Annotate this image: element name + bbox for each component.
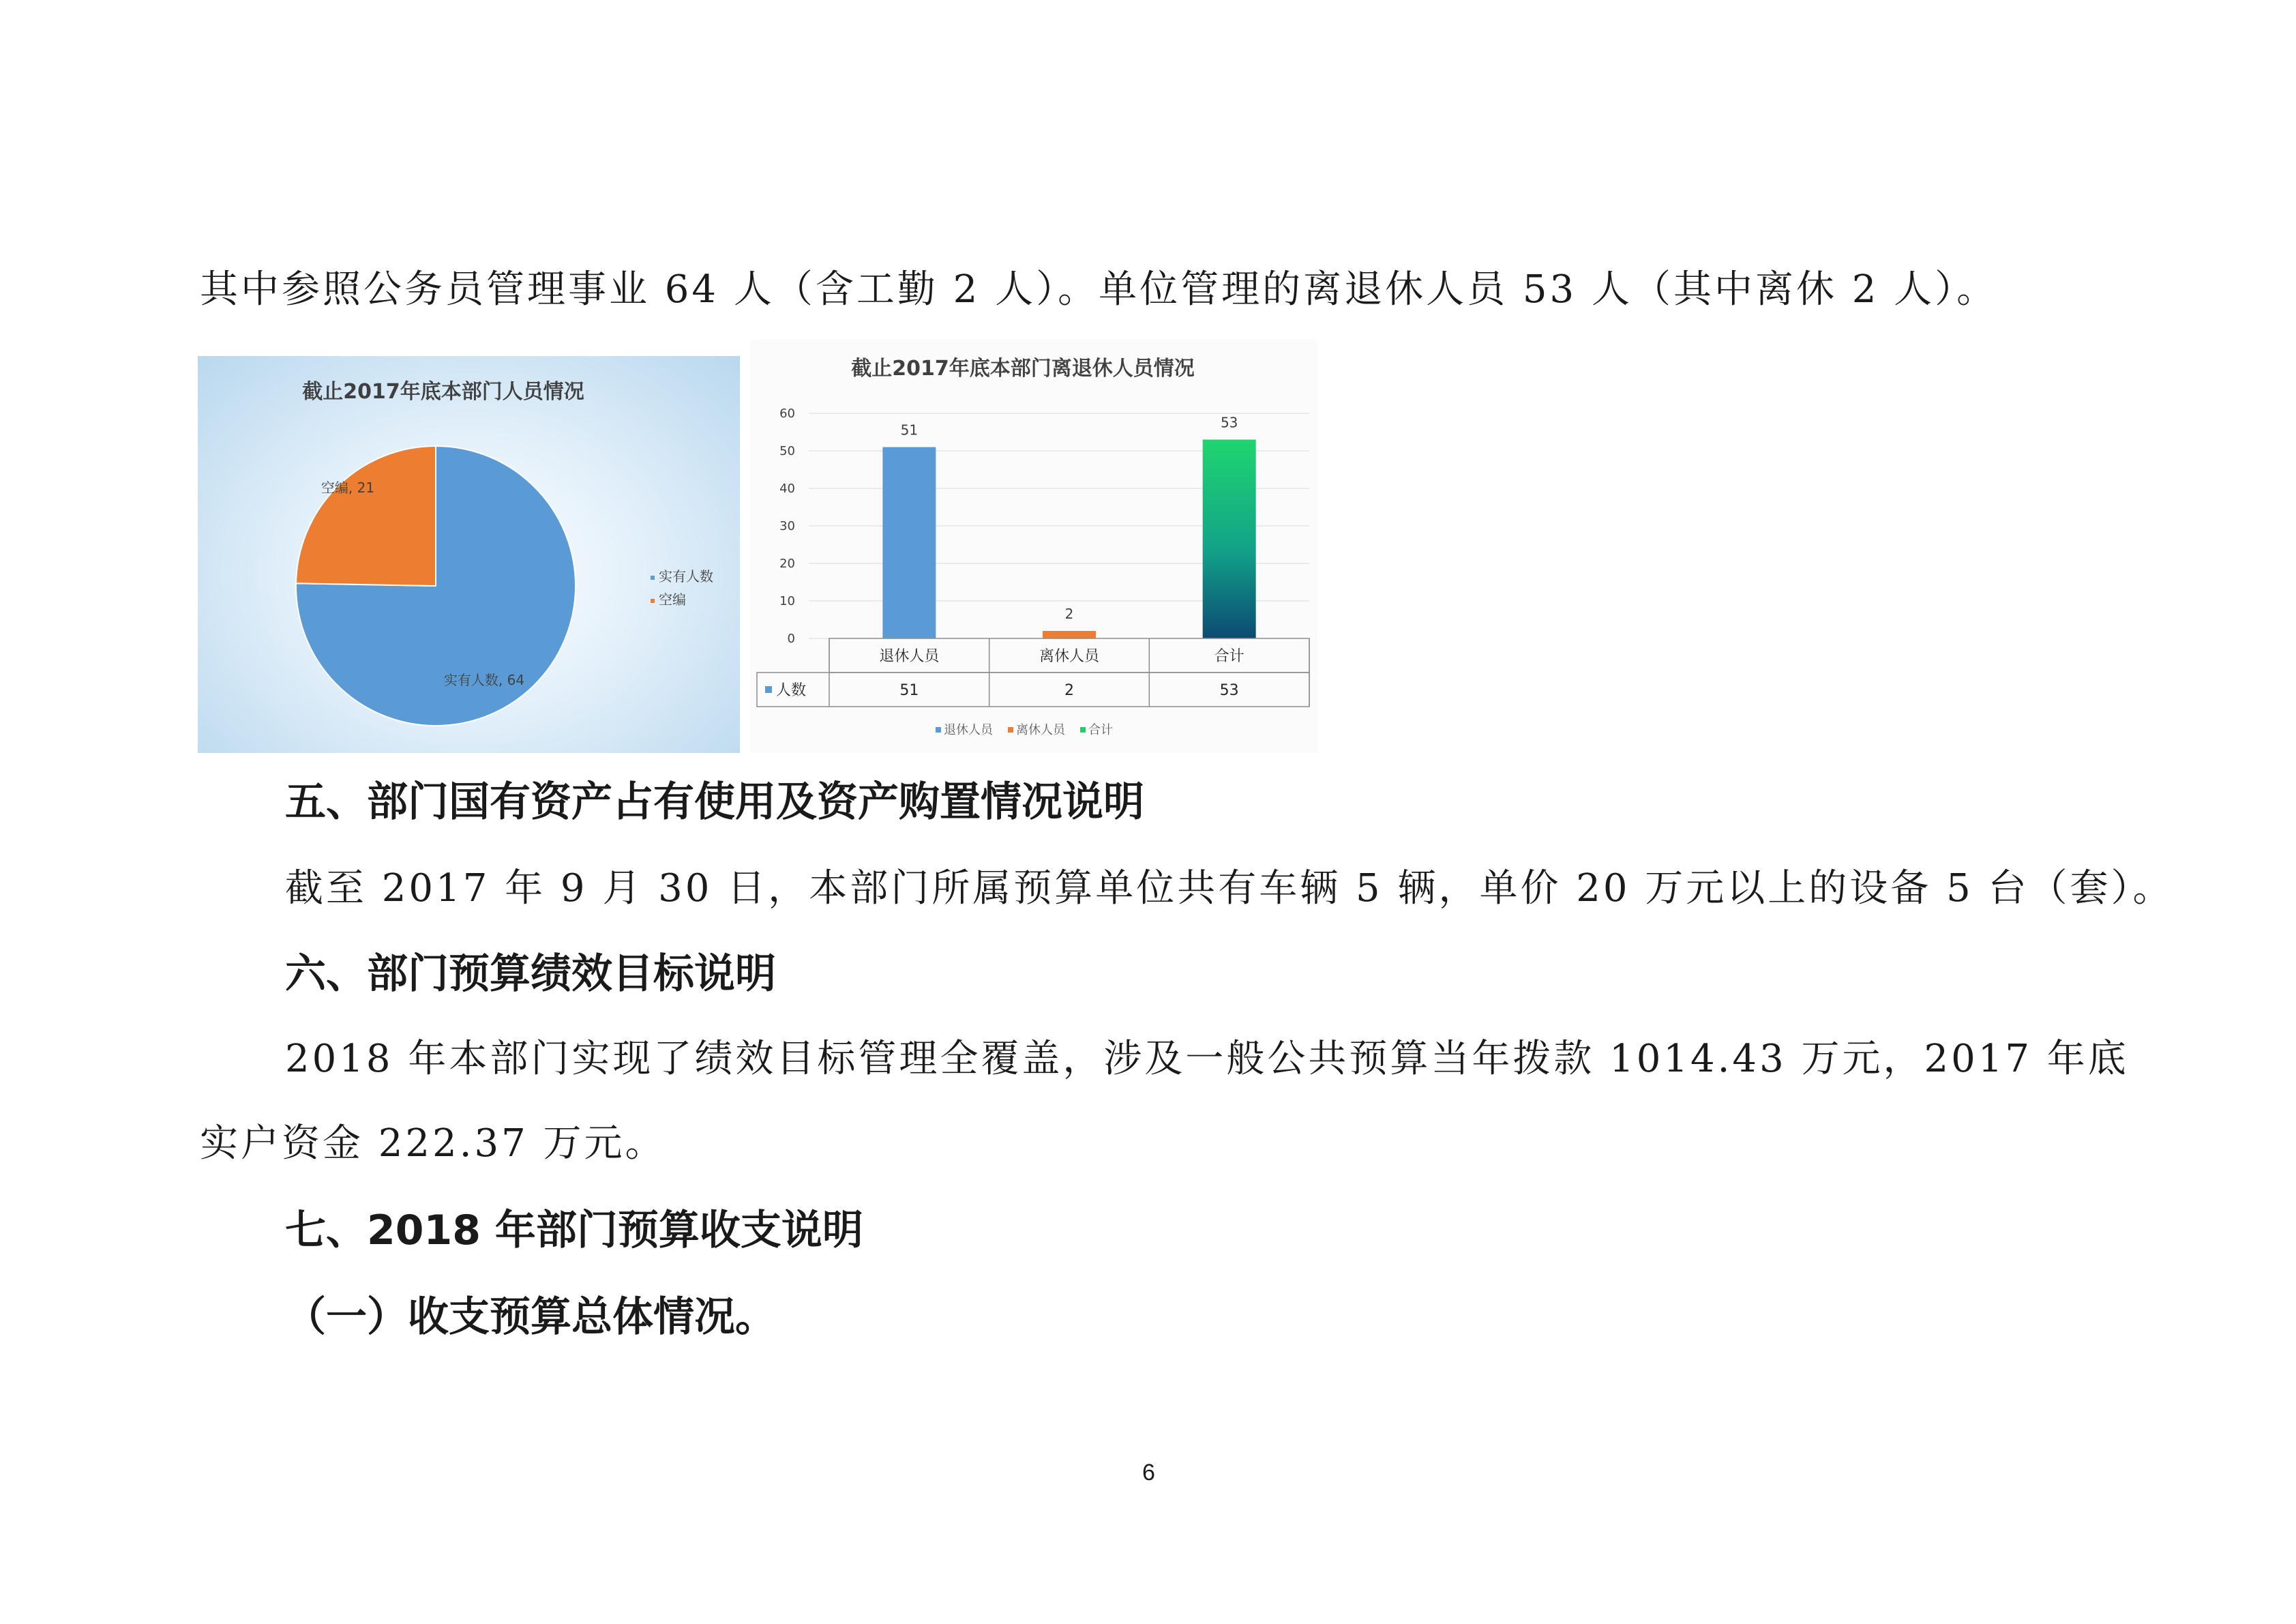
table-value: 53 (1219, 682, 1239, 699)
paragraph-performance-line1: 2018 年本部门实现了绩效目标管理全覆盖，涉及一般公共预算当年拨款 1014.43 万元，2017 年底 (285, 1037, 2129, 1081)
bar-1 (1043, 631, 1096, 638)
paragraph-performance-line2: 实户资金 222.37 万元。 (200, 1121, 666, 1166)
y-tick-label: 30 (779, 519, 795, 533)
category-label: 退休人员 (879, 648, 940, 665)
pie-chart-staff (198, 356, 740, 753)
legend-marker (936, 727, 941, 733)
legend-label: 合计 (1088, 723, 1113, 737)
y-tick-label: 50 (779, 444, 795, 458)
pie-chart-title: 截止2017年底本部门人员情况 (302, 380, 584, 404)
legend-marker (1008, 727, 1013, 733)
bar-data-label: 51 (900, 422, 919, 439)
paragraph-staff: 其中参照公务员管理事业 64 人（含工勤 2 人）。单位管理的离退休人员 53 人（其中离休 2 人）。 (200, 267, 1998, 312)
pie-data-label-vacant: 空编, 21 (320, 479, 375, 496)
legend-marker (1080, 727, 1086, 733)
y-tick-label: 20 (779, 557, 795, 571)
bar-data-label: 2 (1064, 606, 1074, 622)
heading-budget-overview: （一）收支预算总体情况。 (285, 1293, 776, 1341)
legend-label: 退休人员 (944, 723, 993, 737)
table-row-label: 人数 (776, 682, 807, 699)
heading-performance: 六、部门预算绩效目标说明 (285, 950, 776, 998)
legend-marker-actual (651, 576, 655, 580)
legend-label-vacant: 空编 (659, 591, 686, 608)
y-tick-label: 60 (779, 407, 795, 421)
bar-data-label: 53 (1220, 414, 1238, 431)
bar-0 (882, 447, 936, 639)
bar-chart-title: 截止2017年底本部门离退休人员情况 (851, 357, 1195, 381)
y-tick-label: 40 (779, 482, 795, 496)
legend-label-actual: 实有人数 (659, 568, 713, 585)
bar-chart-retirees (750, 340, 1317, 753)
table-series-key (765, 686, 772, 693)
paragraph-assets: 截至 2017 年 9 月 30 日，本部门所属预算单位共有车辆 5 辆，单价 20 万元以上的设备 5 台（套）。 (285, 866, 2174, 911)
legend-marker-vacant (651, 599, 655, 603)
category-label: 离休人员 (1039, 648, 1100, 665)
y-tick-label: 10 (779, 594, 795, 608)
legend-label: 离休人员 (1016, 723, 1065, 737)
table-value: 2 (1064, 682, 1074, 699)
page-number: 6 (1142, 1460, 1155, 1486)
heading-budget: 七、2018 年部门预算收支说明 (285, 1207, 863, 1254)
bar-2 (1203, 440, 1256, 639)
table-value: 51 (899, 682, 919, 699)
pie-slice-vacant (296, 446, 436, 586)
pie-data-label-actual: 实有人数, 64 (443, 672, 525, 688)
y-tick-label: 0 (787, 632, 795, 646)
heading-assets: 五、部门国有资产占有使用及资产购置情况说明 (285, 778, 1144, 826)
category-label: 合计 (1214, 648, 1244, 665)
pie-legend (651, 568, 713, 608)
